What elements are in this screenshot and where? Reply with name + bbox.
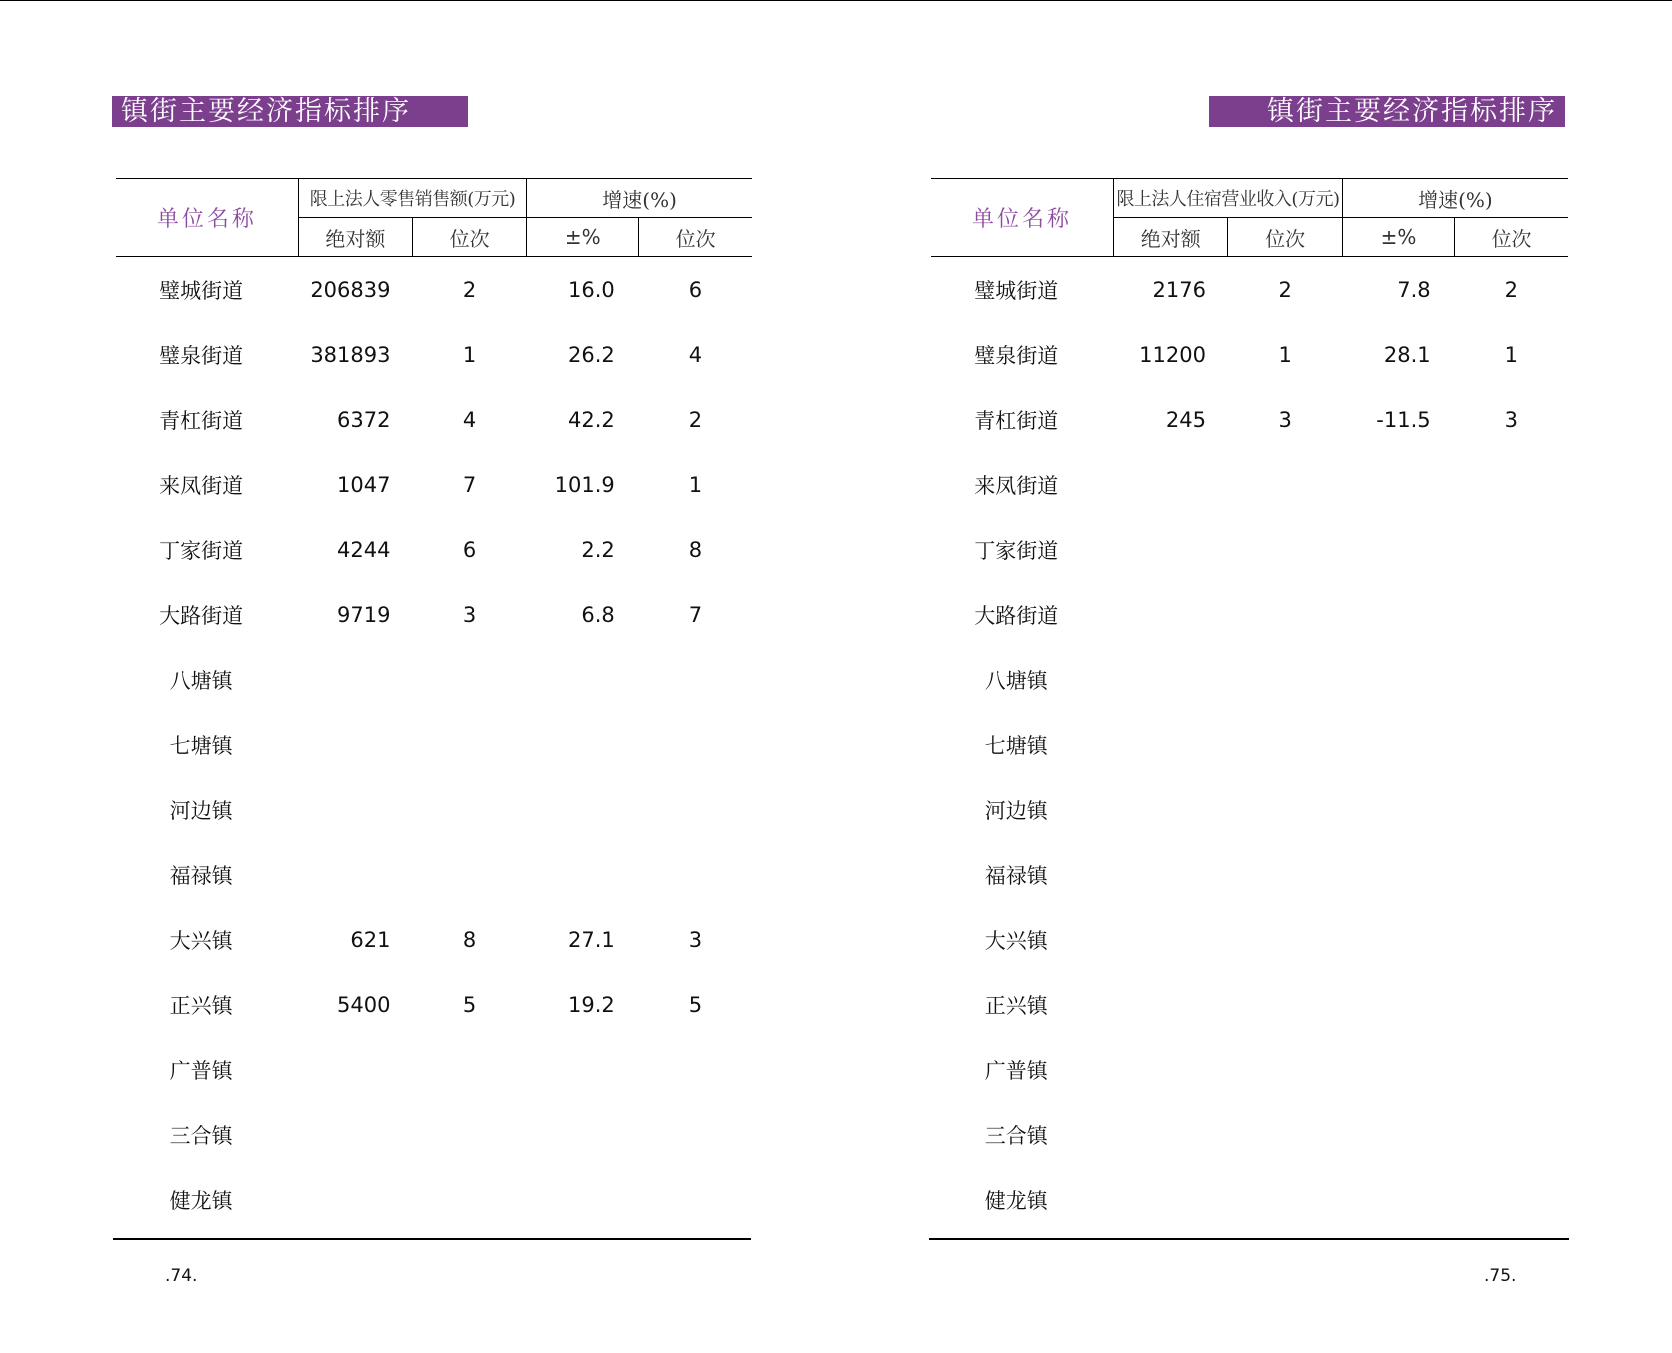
rank-cell <box>412 1037 526 1102</box>
unit-name-cell: 七塘镇 <box>984 733 1048 758</box>
rank-cell <box>412 842 526 907</box>
growth-rank-cell <box>1455 972 1568 1037</box>
unit-name-cell: 青杠街道 <box>159 408 244 433</box>
growth-percent-cell: 16.0 <box>568 277 615 302</box>
rank-header: 位次 <box>1228 218 1342 257</box>
growth-rank-cell <box>639 1102 752 1167</box>
growth-percent-cell <box>1342 517 1454 582</box>
unit-name-cell: 福禄镇 <box>984 863 1048 888</box>
table-row <box>116 582 752 647</box>
absolute-amount-header: 绝对额 <box>1114 218 1228 257</box>
unit-name-cell: 璧城街道 <box>159 278 244 303</box>
growth-percent-cell: 28.1 <box>1383 342 1431 367</box>
rank-cell <box>1228 1102 1342 1167</box>
growth-rank-cell: 2 <box>1504 277 1518 302</box>
growth-rank-cell <box>1455 712 1568 777</box>
unit-name-cell: 正兴镇 <box>169 993 233 1018</box>
table-row <box>116 517 752 582</box>
rank-cell <box>1228 842 1342 907</box>
unit-name-cell: 河边镇 <box>169 798 233 823</box>
table-row <box>931 257 1568 323</box>
growth-percent-cell <box>527 777 639 842</box>
table-row <box>931 777 1568 842</box>
growth-percent-cell: 6.8 <box>581 602 615 627</box>
unit-name-cell: 来凤街道 <box>974 473 1059 498</box>
growth-rank-cell: 2 <box>688 407 703 432</box>
growth-rank-header: 位次 <box>639 218 752 257</box>
table-row <box>116 1167 752 1232</box>
growth-percent-cell <box>1342 712 1454 777</box>
growth-rank-cell: 6 <box>688 277 703 302</box>
unit-name-cell: 璧泉街道 <box>974 343 1059 368</box>
absolute-amount-cell: 621 <box>350 927 391 952</box>
left-page <box>110 0 755 1353</box>
rank-cell: 6 <box>462 537 477 562</box>
growth-rank-cell <box>1455 842 1568 907</box>
growth-rank-cell: 1 <box>688 472 703 497</box>
unit-name-cell: 八塘镇 <box>169 668 233 693</box>
growth-rank-cell <box>1455 452 1568 517</box>
growth-percent-cell <box>527 1037 639 1102</box>
unit-name-cell: 大路街道 <box>159 603 244 628</box>
unit-name-cell: 璧泉街道 <box>159 343 244 368</box>
absolute-amount-cell <box>1114 907 1228 972</box>
right-page <box>927 0 1569 1353</box>
table-row <box>931 907 1568 972</box>
page-number: .75. <box>1484 1266 1517 1286</box>
growth-rank-cell: 5 <box>688 992 703 1017</box>
rank-cell: 8 <box>462 927 477 952</box>
growth-rank-cell: 7 <box>688 602 703 627</box>
absolute-amount-cell <box>298 777 412 842</box>
growth-percent-cell <box>527 1102 639 1167</box>
growth-percent-header: ±% <box>1342 218 1454 257</box>
absolute-amount-cell: 4244 <box>337 537 391 562</box>
growth-percent-cell: 2.2 <box>581 537 615 562</box>
rank-cell: 1 <box>1278 342 1292 367</box>
absolute-amount-cell: 381893 <box>310 342 391 367</box>
rank-cell <box>412 647 526 712</box>
table-row <box>931 647 1568 712</box>
rank-cell <box>1228 777 1342 842</box>
absolute-amount-cell <box>298 712 412 777</box>
growth-rank-cell <box>1455 777 1568 842</box>
rank-cell <box>412 1102 526 1167</box>
growth-rank-cell: 8 <box>688 537 703 562</box>
table-row <box>931 322 1568 387</box>
growth-rate-header: 增速(%) <box>1342 179 1568 218</box>
growth-percent-cell <box>527 712 639 777</box>
unit-name-cell: 广普镇 <box>984 1058 1048 1083</box>
growth-percent-header: ±% <box>527 218 639 257</box>
absolute-amount-cell <box>1114 1167 1228 1232</box>
rank-cell <box>1228 452 1342 517</box>
table-row <box>931 712 1568 777</box>
absolute-amount-cell: 5400 <box>337 992 391 1017</box>
rank-cell <box>1228 907 1342 972</box>
table-bottom-rule <box>929 1238 1569 1240</box>
absolute-amount-cell <box>1114 1102 1228 1167</box>
rank-cell <box>1228 582 1342 647</box>
growth-percent-cell: 19.2 <box>568 992 615 1017</box>
section-banner: 镇街主要经济指标排序 <box>1209 96 1565 127</box>
retail-sales-table <box>116 178 752 1232</box>
table-row <box>116 257 752 323</box>
absolute-amount-cell <box>1114 972 1228 1037</box>
unit-name-cell: 三合镇 <box>984 1123 1048 1148</box>
absolute-amount-cell <box>298 1167 412 1232</box>
growth-rank-cell <box>639 647 752 712</box>
rank-cell: 2 <box>1278 277 1292 302</box>
rank-cell: 3 <box>1278 407 1292 432</box>
growth-percent-cell: 27.1 <box>568 927 615 952</box>
absolute-amount-header: 绝对额 <box>298 218 412 257</box>
growth-percent-cell <box>1342 452 1454 517</box>
unit-name-cell: 广普镇 <box>169 1058 233 1083</box>
growth-rank-cell <box>639 1037 752 1102</box>
table-row <box>116 1102 752 1167</box>
growth-rank-cell <box>639 1167 752 1232</box>
rank-cell <box>412 712 526 777</box>
growth-percent-cell: 7.8 <box>1397 277 1431 302</box>
unit-name-cell: 健龙镇 <box>984 1188 1048 1213</box>
table-row <box>931 1037 1568 1102</box>
unit-name-cell: 正兴镇 <box>984 993 1048 1018</box>
unit-name-cell: 健龙镇 <box>169 1188 233 1213</box>
accommodation-revenue-header: 限上法人住宿营业收入(万元) <box>1114 179 1343 218</box>
rank-cell <box>1228 647 1342 712</box>
growth-rank-cell: 4 <box>688 342 703 367</box>
growth-rate-header: 增速(%) <box>527 179 752 218</box>
unit-name-cell: 大路街道 <box>974 603 1059 628</box>
growth-rank-cell <box>639 777 752 842</box>
rank-cell: 3 <box>462 602 477 627</box>
rank-cell: 5 <box>462 992 477 1017</box>
table-row <box>931 452 1568 517</box>
unit-name-cell: 七塘镇 <box>169 733 233 758</box>
absolute-amount-cell: 2176 <box>1152 277 1206 302</box>
growth-percent-cell <box>527 842 639 907</box>
growth-rank-cell <box>1455 1037 1568 1102</box>
unit-name-cell: 三合镇 <box>169 1123 233 1148</box>
growth-rank-cell <box>1455 647 1568 712</box>
table-row <box>931 842 1568 907</box>
unit-name-cell: 福禄镇 <box>169 863 233 888</box>
table-row <box>931 517 1568 582</box>
absolute-amount-cell <box>1114 452 1228 517</box>
absolute-amount-cell: 6372 <box>337 407 391 432</box>
table-row <box>116 972 752 1037</box>
absolute-amount-cell: 11200 <box>1139 342 1206 367</box>
unit-name-cell: 八塘镇 <box>984 668 1048 693</box>
growth-percent-cell <box>1342 777 1454 842</box>
rank-cell <box>1228 712 1342 777</box>
growth-rank-cell <box>639 712 752 777</box>
rank-cell: 4 <box>462 407 477 432</box>
growth-percent-cell <box>1342 1102 1454 1167</box>
rank-cell: 7 <box>462 472 477 497</box>
absolute-amount-cell <box>1114 647 1228 712</box>
growth-rank-cell <box>1455 1167 1568 1232</box>
table-row <box>116 907 752 972</box>
unit-name-cell: 大兴镇 <box>984 928 1048 953</box>
absolute-amount-cell <box>1114 1037 1228 1102</box>
growth-percent-cell: 101.9 <box>554 472 615 497</box>
unit-name-cell: 来凤街道 <box>159 473 244 498</box>
absolute-amount-cell: 1047 <box>337 472 391 497</box>
growth-percent-cell <box>1342 582 1454 647</box>
absolute-amount-cell <box>1114 582 1228 647</box>
table-row <box>116 322 752 387</box>
absolute-amount-cell: 206839 <box>310 277 391 302</box>
table-row <box>116 712 752 777</box>
growth-percent-cell <box>1342 1037 1454 1102</box>
unit-name-cell: 璧城街道 <box>974 278 1059 303</box>
rank-cell <box>1228 972 1342 1037</box>
table-row <box>116 647 752 712</box>
table-row <box>931 582 1568 647</box>
table-row <box>116 452 752 517</box>
rank-cell <box>412 777 526 842</box>
growth-percent-cell: 42.2 <box>568 407 615 432</box>
absolute-amount-cell <box>1114 712 1228 777</box>
absolute-amount-cell <box>1114 842 1228 907</box>
rank-cell: 1 <box>462 342 477 367</box>
growth-percent-cell <box>1342 972 1454 1037</box>
absolute-amount-cell <box>298 1037 412 1102</box>
growth-percent-cell: 26.2 <box>568 342 615 367</box>
unit-name-header: 单位名称 <box>116 179 298 257</box>
absolute-amount-cell <box>1114 517 1228 582</box>
table-row <box>116 387 752 452</box>
unit-name-cell: 丁家街道 <box>159 538 244 563</box>
unit-name-cell: 大兴镇 <box>169 928 233 953</box>
rank-cell: 2 <box>462 277 477 302</box>
growth-rank-cell: 3 <box>688 927 703 952</box>
rank-header: 位次 <box>412 218 526 257</box>
growth-percent-cell <box>527 1167 639 1232</box>
growth-rank-cell <box>1455 907 1568 972</box>
growth-percent-cell <box>1342 842 1454 907</box>
unit-name-header: 单位名称 <box>931 179 1114 257</box>
unit-name-cell: 丁家街道 <box>974 538 1059 563</box>
growth-percent-cell <box>1342 907 1454 972</box>
growth-percent-cell <box>527 647 639 712</box>
unit-name-cell: 青杠街道 <box>974 408 1059 433</box>
growth-percent-cell <box>1342 647 1454 712</box>
absolute-amount-cell <box>298 647 412 712</box>
table-bottom-rule <box>113 1238 751 1240</box>
table-row <box>931 972 1568 1037</box>
rank-cell <box>1228 1037 1342 1102</box>
absolute-amount-cell <box>298 1102 412 1167</box>
growth-rank-cell: 1 <box>1504 342 1518 367</box>
page-number: .74. <box>165 1266 198 1286</box>
table-row <box>931 1167 1568 1232</box>
growth-percent-cell: -11.5 <box>1376 407 1431 432</box>
rank-cell <box>412 1167 526 1232</box>
growth-rank-cell: 3 <box>1504 407 1518 432</box>
section-banner: 镇街主要经济指标排序 <box>112 96 468 127</box>
unit-name-cell: 河边镇 <box>984 798 1048 823</box>
table-row <box>931 387 1568 452</box>
absolute-amount-cell: 245 <box>1165 407 1206 432</box>
growth-rank-cell <box>1455 1102 1568 1167</box>
table-row <box>931 1102 1568 1167</box>
table-row <box>116 842 752 907</box>
table-row <box>116 777 752 842</box>
accommodation-revenue-table <box>931 178 1568 1232</box>
table-row <box>116 1037 752 1102</box>
growth-rank-cell <box>1455 582 1568 647</box>
rank-cell <box>1228 517 1342 582</box>
growth-rank-cell <box>1455 517 1568 582</box>
rank-cell <box>1228 1167 1342 1232</box>
growth-rank-cell <box>639 842 752 907</box>
absolute-amount-cell <box>1114 777 1228 842</box>
absolute-amount-cell: 9719 <box>337 602 391 627</box>
retail-sales-header: 限上法人零售销售额(万元) <box>298 179 526 218</box>
absolute-amount-cell <box>298 842 412 907</box>
growth-rank-header: 位次 <box>1455 218 1568 257</box>
growth-percent-cell <box>1342 1167 1454 1232</box>
